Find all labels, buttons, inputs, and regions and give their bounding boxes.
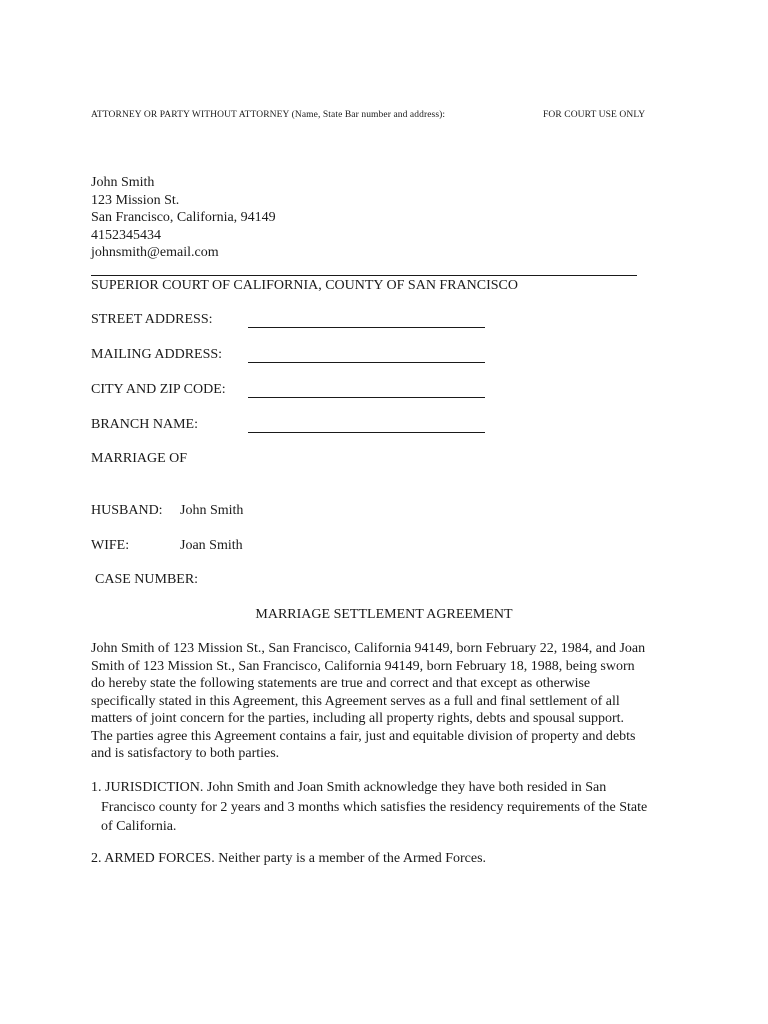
attorney-name: John Smith <box>91 175 155 190</box>
attorney-street: 123 Mission St. <box>91 192 180 208</box>
intro-paragraph <box>91 640 681 763</box>
husband-name: John Smith <box>180 503 244 518</box>
city-zip-blank <box>248 397 485 398</box>
jurisdiction-line: Francisco county for 2 years and 3 months which satisfies the residency requirements of the State <box>101 799 648 815</box>
street-address-blank <box>248 327 485 328</box>
intro-line: matters of joint concern for the parties, including all property rights, debts and spousal support. <box>91 711 625 726</box>
wife-label: WIFE: <box>91 538 130 553</box>
attorney-header-label: ATTORNEY OR PARTY WITHOUT ATTORNEY (Name, State Bar number and address): <box>91 110 446 120</box>
wife-name: Joan Smith <box>180 538 243 553</box>
armed-forces-line: 2. ARMED FORCES. Neither party is a member of the Armed Forces. <box>91 851 487 866</box>
intro-line: specifically stated in this Agreement, this Agreement serves as a full and final settlement of all <box>91 693 620 709</box>
branch-name-label: BRANCH NAME: <box>91 417 198 432</box>
jurisdiction-line: 1. JURISDICTION. John Smith and Joan Smith acknowledge they have both resided in San <box>91 780 607 795</box>
street-address-label: STREET ADDRESS: <box>91 312 213 327</box>
husband-label: HUSBAND: <box>91 503 163 518</box>
attorney-phone: 4152345434 <box>91 227 161 243</box>
mailing-address-blank <box>248 362 485 363</box>
intro-line: John Smith of 123 Mission St., San Francisco, California 94149, born February 22, 1984, and Joan <box>91 641 646 656</box>
jurisdiction-clause <box>91 778 681 837</box>
city-zip-label: CITY AND ZIP CODE: <box>91 382 226 397</box>
header-divider <box>91 275 637 276</box>
intro-line: Smith of 123 Mission St., San Francisco, California 94149, born February 18, 1988, being sworn <box>91 658 635 674</box>
court-name: SUPERIOR COURT OF CALIFORNIA, COUNTY OF SAN FRANCISCO <box>91 278 519 293</box>
attorney-address-block <box>91 174 276 262</box>
document-title: MARRIAGE SETTLEMENT AGREEMENT <box>255 607 513 622</box>
mailing-address-label: MAILING ADDRESS: <box>91 347 223 362</box>
court-use-label: FOR COURT USE ONLY <box>543 110 646 120</box>
intro-line: The parties agree this Agreement contains a fair, just and equitable division of property and debts <box>91 728 636 744</box>
attorney-city-state-zip: San Francisco, California, 94149 <box>91 210 276 225</box>
attorney-email: johnsmith@email.com <box>91 245 219 260</box>
case-number-label: CASE NUMBER: <box>95 572 199 587</box>
armed-forces-clause <box>91 849 681 869</box>
marriage-of-heading: MARRIAGE OF <box>91 451 188 466</box>
jurisdiction-line: of California. <box>101 819 177 834</box>
intro-line: and is satisfactory to both parties. <box>91 746 280 761</box>
intro-line: do hereby state the following statements are true and correct and that except as otherwise <box>91 676 591 691</box>
branch-name-blank <box>248 432 485 433</box>
